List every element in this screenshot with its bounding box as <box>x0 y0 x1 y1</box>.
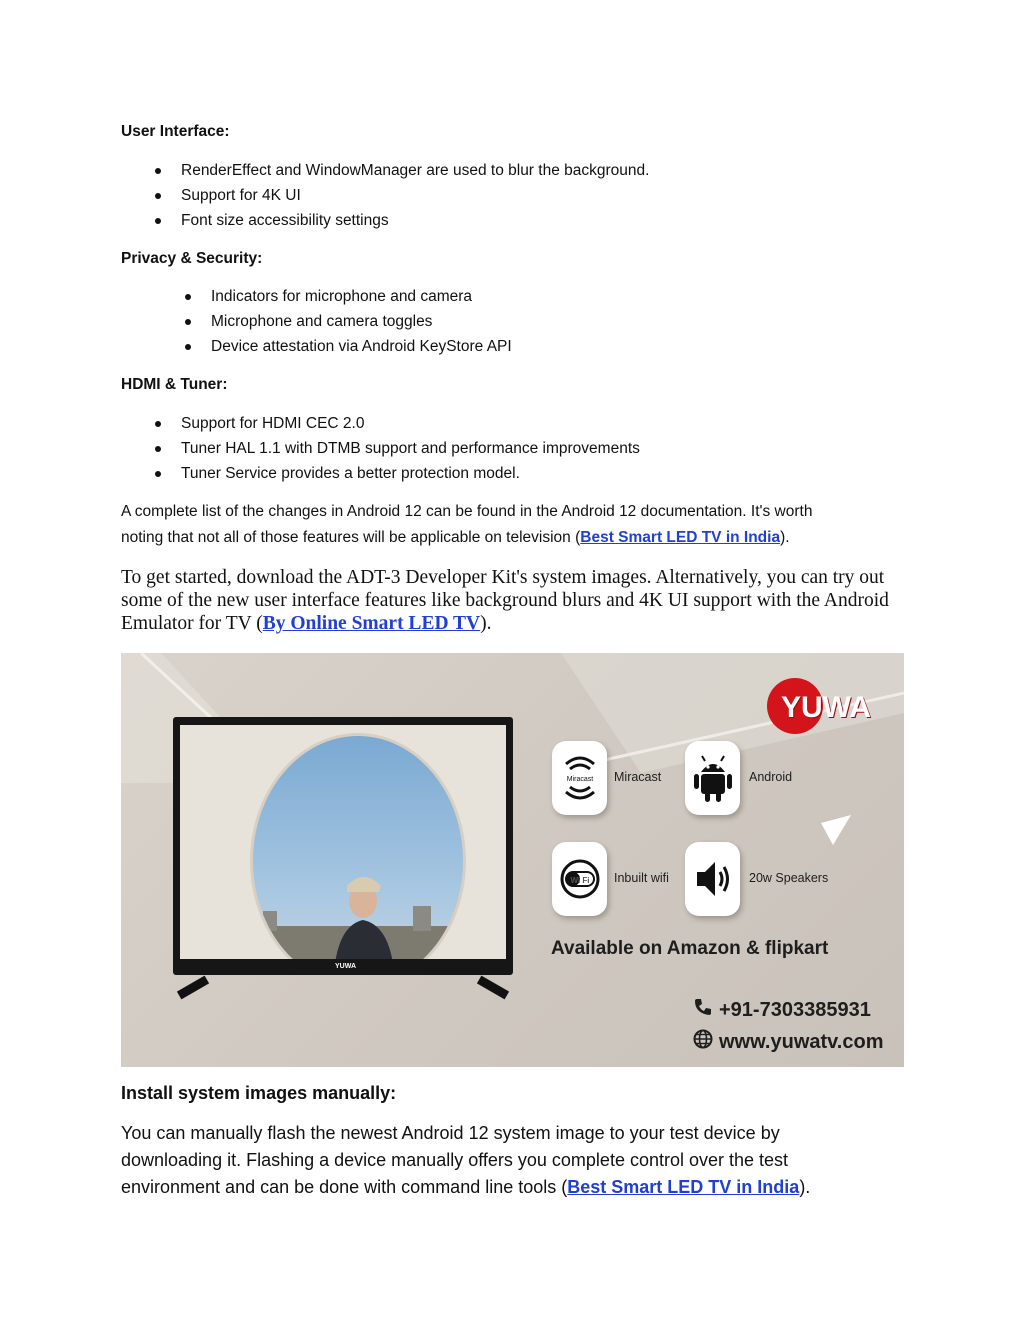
feature-label-speakers: 20w Speakers <box>749 871 829 885</box>
section-heading-hdmi: HDMI & Tuner: <box>121 376 228 393</box>
text-span: ). <box>799 1177 811 1197</box>
phone-icon <box>693 997 713 1023</box>
list-item: Tuner Service provides a better protection model. <box>181 464 640 489</box>
tv-brand-logo: YUWA <box>335 963 356 970</box>
section-heading-user-interface: User Interface: <box>121 123 230 140</box>
list-item: Microphone and camera toggles <box>211 312 512 337</box>
miracast-icon <box>560 750 600 806</box>
list-item: Device attestation via Android KeyStore API <box>211 337 512 362</box>
hdmi-list <box>181 414 640 489</box>
yuwa-logo-text: YUWA <box>781 691 871 724</box>
text-span: To get started, download the ADT-3 Developer Kit's system images. Alternatively, you can try out some of the new user interface features like background blurs and 4K UI support with the Android Emulator for TV ( <box>121 567 889 634</box>
speaker-feature-box <box>685 842 740 916</box>
feature-label-wifi: Inbuilt wifi <box>614 871 669 885</box>
text-span: You can manually flash the newest Android 12 system image to your test device by downloading it. Flashing a device manually offers you complete control over the test environment and can be done with command line tools ( <box>121 1123 789 1197</box>
section-heading-privacy: Privacy & Security: <box>121 250 263 267</box>
list-item: Tuner HAL 1.1 with DTMB support and performance improvements <box>181 439 640 464</box>
online-smart-led-tv-link[interactable]: By Online Smart LED TV <box>262 613 481 634</box>
miracast-icon-text: Miracast <box>566 776 593 783</box>
globe-icon <box>693 1029 713 1055</box>
privacy-list <box>211 287 512 362</box>
user-interface-list <box>181 161 649 236</box>
phone-number: +91-7303385931 <box>719 998 871 1021</box>
android-icon <box>693 750 733 806</box>
android-feature-box <box>685 741 740 815</box>
feature-label-miracast: Miracast <box>614 770 662 784</box>
list-item: RenderEffect and WindowManager are used to blur the background. <box>181 161 649 186</box>
android12-changes-paragraph <box>121 499 911 551</box>
website-line <box>693 1029 883 1055</box>
paragraph-line: A complete list of the changes in Android 12 can be found in the Android 12 documentation. It's worth <box>121 503 813 520</box>
person-silhouette <box>253 736 463 959</box>
tv-screen <box>180 725 506 959</box>
text-span: ). <box>780 529 790 546</box>
text-span: ). <box>480 613 492 634</box>
yuwa-tv-banner <box>121 653 904 1067</box>
availability-text: Available on Amazon & flipkart <box>551 938 829 959</box>
wifi-icon-text: Wi Fi <box>569 876 590 885</box>
best-smart-led-tv-link-2[interactable]: Best Smart LED TV in India <box>567 1177 800 1197</box>
list-item: Support for HDMI CEC 2.0 <box>181 414 640 439</box>
wifi-feature-box <box>552 842 607 916</box>
getting-started-paragraph <box>121 566 911 635</box>
miracast-feature-box <box>552 741 607 815</box>
install-paragraph <box>121 1120 881 1201</box>
website-url: www.yuwatv.com <box>719 1030 884 1053</box>
tv-image <box>173 717 513 975</box>
feature-label-android: Android <box>749 770 793 784</box>
text-span: noting that not all of those features will be applicable on television ( <box>121 529 581 546</box>
phone-line <box>693 997 871 1023</box>
paragraph-line <box>121 525 911 551</box>
best-smart-led-tv-link[interactable]: Best Smart LED TV in India <box>580 529 781 546</box>
list-item: Indicators for microphone and camera <box>211 287 512 312</box>
install-heading: Install system images manually: <box>121 1083 397 1103</box>
yuwa-logo <box>767 677 871 735</box>
list-item: Font size accessibility settings <box>181 211 649 236</box>
tv-screen-sky-arch <box>250 733 466 959</box>
speaker-icon <box>693 857 733 901</box>
list-item: Support for 4K UI <box>181 186 649 211</box>
wifi-icon <box>556 859 604 899</box>
